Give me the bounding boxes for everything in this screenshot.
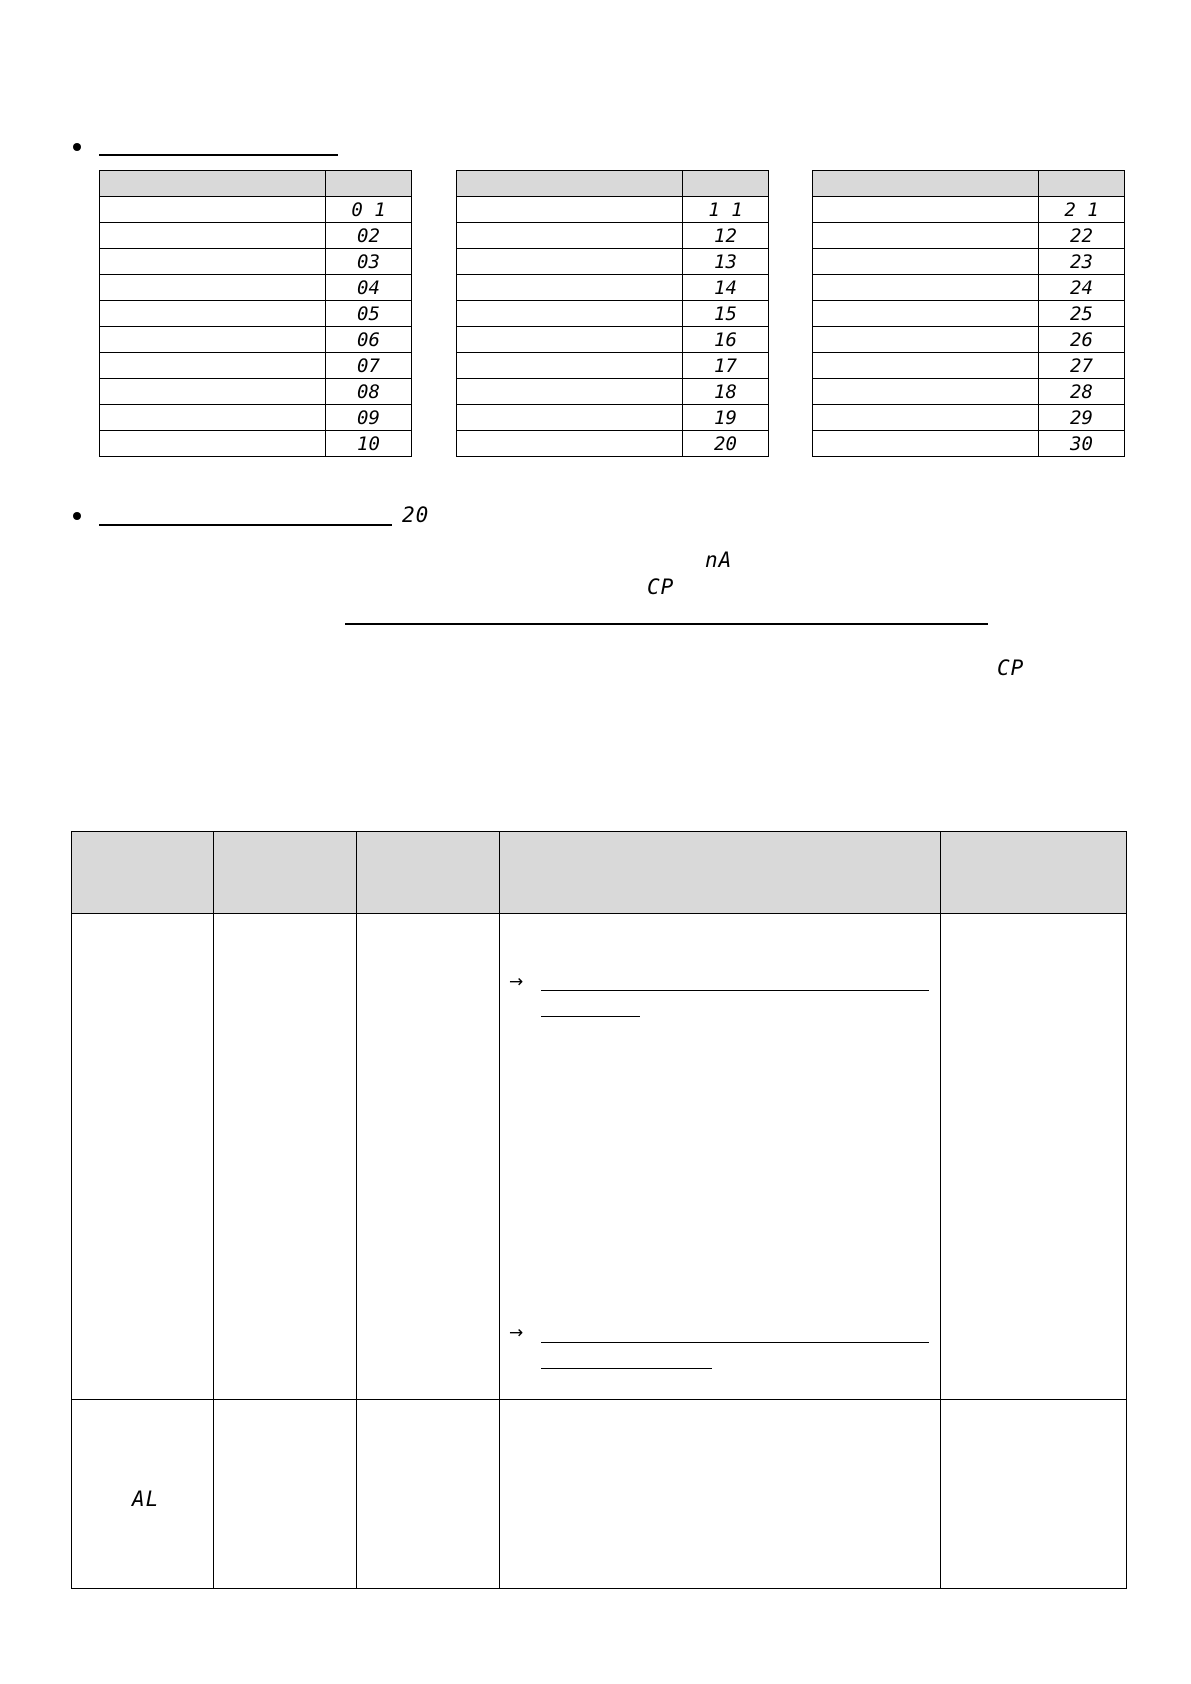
- code-row-label: [100, 197, 326, 223]
- cp-label-1: CP: [647, 575, 675, 599]
- code-row: [813, 301, 1125, 327]
- code-row: [100, 353, 412, 379]
- code-row-value: 30: [1039, 431, 1125, 457]
- code-row-label: [100, 431, 326, 457]
- code-row-label: [813, 431, 1039, 457]
- code-row-value: 05: [326, 301, 412, 327]
- code-row-label: [100, 327, 326, 353]
- code-row: [457, 353, 769, 379]
- cp-label-2: CP: [997, 656, 1025, 680]
- code-row-label: [813, 405, 1039, 431]
- code-row-value: 06: [326, 327, 412, 353]
- code-table-2: [456, 170, 769, 457]
- code-row-value: 12: [683, 223, 769, 249]
- code-row-label: [813, 275, 1039, 301]
- code-row-value: 27: [1039, 353, 1125, 379]
- code-row: [813, 431, 1125, 457]
- code-row: [100, 327, 412, 353]
- emphasis-line: [345, 623, 988, 625]
- code-row: [813, 379, 1125, 405]
- al-label: AL: [132, 1487, 160, 1511]
- code-row: [457, 249, 769, 275]
- code-table-header: [813, 171, 1125, 197]
- main-table: [71, 831, 1127, 1589]
- code-row-value: 09: [326, 405, 412, 431]
- code-row-value: 28: [1039, 379, 1125, 405]
- code-row-value: 14: [683, 275, 769, 301]
- code-row: [457, 197, 769, 223]
- desc-line-2b: [541, 1368, 712, 1369]
- code-row-value: 0 1: [326, 197, 412, 223]
- code-row: [813, 197, 1125, 223]
- code-row-value: 20: [683, 431, 769, 457]
- code-row: [100, 275, 412, 301]
- code-row-value: 18: [683, 379, 769, 405]
- code-row-value: 25: [1039, 301, 1125, 327]
- arrow-icon: →: [509, 1323, 524, 1343]
- code-row-value: 03: [326, 249, 412, 275]
- arrow-icon: →: [509, 972, 524, 992]
- code-row-value: 29: [1039, 405, 1125, 431]
- section-1-heading-line: [99, 154, 338, 156]
- code-row-label: [813, 249, 1039, 275]
- code-row-label: [100, 353, 326, 379]
- main-table-header: [72, 832, 1127, 914]
- code-row: [100, 197, 412, 223]
- main-table-row-1: [72, 914, 1127, 1400]
- code-table-header: [457, 171, 769, 197]
- code-row-value: 2 1: [1039, 197, 1125, 223]
- bullet-1: [73, 143, 81, 151]
- code-row-label: [100, 379, 326, 405]
- code-row: [457, 327, 769, 353]
- code-row-value: 23: [1039, 249, 1125, 275]
- code-row-label: [100, 249, 326, 275]
- code-row-label: [457, 353, 683, 379]
- code-row-label: [457, 431, 683, 457]
- code-row-value: 17: [683, 353, 769, 379]
- code-row-label: [813, 301, 1039, 327]
- code-row: [100, 301, 412, 327]
- code-table-1: [99, 170, 412, 457]
- code-row-label: [813, 197, 1039, 223]
- code-row-value: 07: [326, 353, 412, 379]
- code-row-label: [813, 327, 1039, 353]
- code-row-label: [100, 275, 326, 301]
- code-row: [813, 327, 1125, 353]
- code-row: [100, 405, 412, 431]
- code-row: [457, 405, 769, 431]
- code-row-value: 26: [1039, 327, 1125, 353]
- code-row-label: [457, 223, 683, 249]
- code-row: [813, 249, 1125, 275]
- code-row-value: 08: [326, 379, 412, 405]
- code-row-label: [100, 405, 326, 431]
- code-row: [100, 379, 412, 405]
- code-row-label: [457, 301, 683, 327]
- code-row-value: 16: [683, 327, 769, 353]
- code-row: [100, 223, 412, 249]
- code-row: [813, 275, 1125, 301]
- code-row: [457, 223, 769, 249]
- code-row: [100, 249, 412, 275]
- code-table-header: [100, 171, 412, 197]
- desc-line-1a: [541, 990, 929, 991]
- code-row-value: 22: [1039, 223, 1125, 249]
- code-row-label: [457, 405, 683, 431]
- code-row-label: [457, 379, 683, 405]
- code-row-label: [813, 353, 1039, 379]
- code-row-label: [813, 379, 1039, 405]
- code-table-3: [812, 170, 1125, 457]
- code-row-label: [457, 197, 683, 223]
- code-row: [457, 379, 769, 405]
- desc-line-1b: [541, 1016, 640, 1017]
- code-row-label: [457, 275, 683, 301]
- code-row-label: [457, 327, 683, 353]
- code-row-value: 1 1: [683, 197, 769, 223]
- code-20-label: 20: [402, 503, 430, 527]
- code-row-label: [100, 301, 326, 327]
- code-row: [457, 431, 769, 457]
- code-row-value: 19: [683, 405, 769, 431]
- code-row-value: 02: [326, 223, 412, 249]
- code-row-label: [100, 223, 326, 249]
- code-row: [813, 405, 1125, 431]
- code-row-value: 13: [683, 249, 769, 275]
- code-row: [457, 301, 769, 327]
- code-row-value: 10: [326, 431, 412, 457]
- na-label: nA: [705, 548, 733, 572]
- code-row-label: [457, 249, 683, 275]
- code-row-label: [813, 223, 1039, 249]
- bullet-2: [73, 512, 81, 520]
- code-row: [813, 223, 1125, 249]
- section-2-heading-line: [99, 524, 392, 526]
- code-row-value: 24: [1039, 275, 1125, 301]
- code-row: [457, 275, 769, 301]
- code-row: [100, 431, 412, 457]
- code-row-value: 04: [326, 275, 412, 301]
- code-row: [813, 353, 1125, 379]
- desc-line-2a: [541, 1342, 929, 1343]
- code-row-value: 15: [683, 301, 769, 327]
- main-table-row-2: [72, 1400, 1127, 1589]
